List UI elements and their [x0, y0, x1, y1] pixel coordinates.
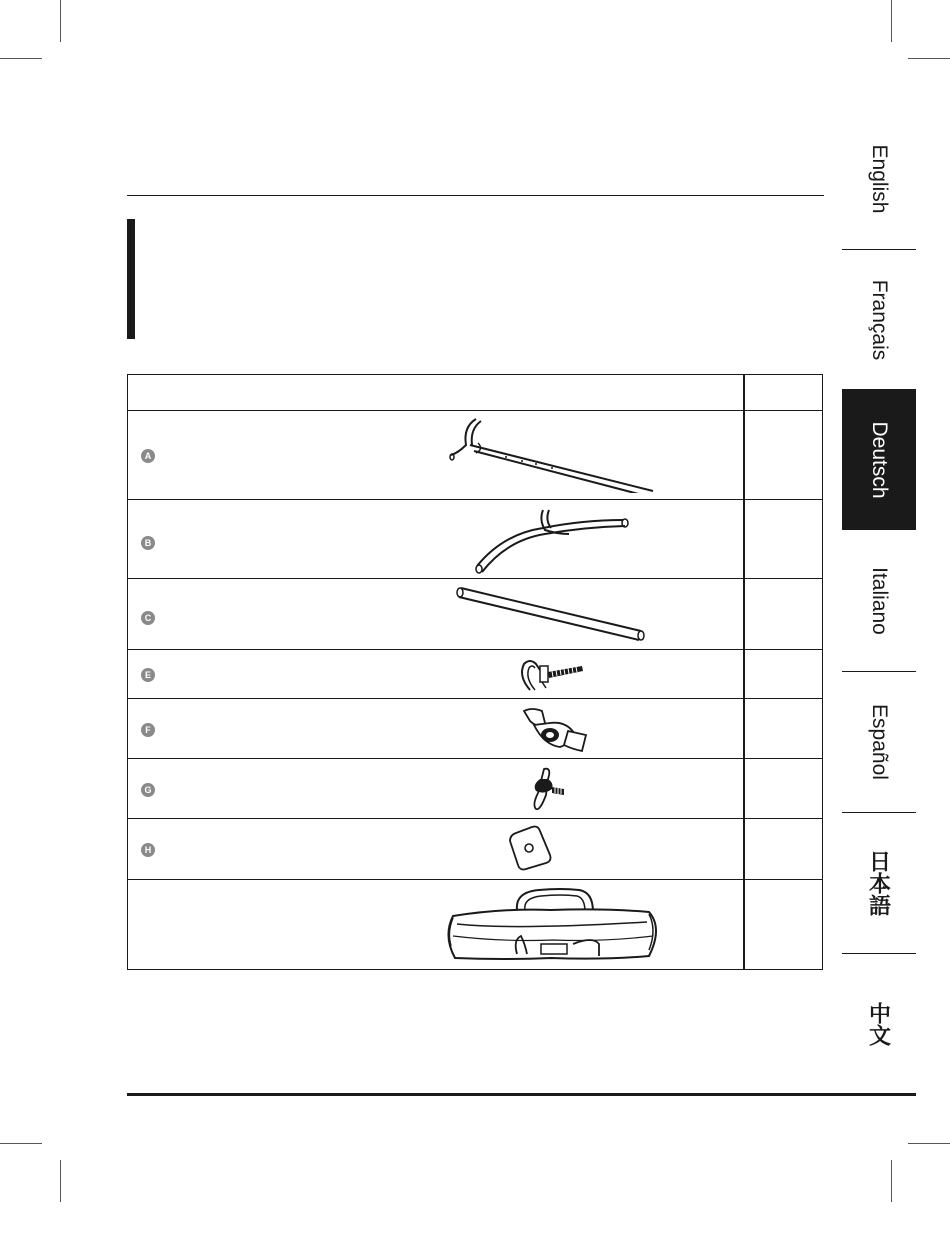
crop-mark — [891, 0, 892, 42]
arc-support-icon — [473, 506, 633, 574]
crop-mark — [60, 0, 61, 42]
table-row — [128, 698, 822, 759]
part-badge: H — [141, 843, 155, 857]
table-header-row — [128, 375, 822, 410]
part-badge: E — [141, 668, 155, 682]
part-badge: C — [141, 611, 155, 625]
tab-espanol[interactable] — [842, 672, 916, 812]
tab-label: Español — [868, 704, 891, 780]
table-row — [128, 410, 822, 500]
square-washer-icon — [506, 825, 556, 873]
tab-deutsch[interactable] — [842, 389, 916, 530]
tab-chinese[interactable] — [842, 954, 916, 1093]
part-badge: A — [141, 449, 155, 463]
tab-italiano[interactable] — [842, 530, 916, 671]
tab-label: English — [868, 144, 891, 213]
crop-mark — [908, 1143, 950, 1144]
table-row — [128, 649, 822, 699]
table-row — [128, 578, 822, 650]
crop-mark — [891, 1160, 892, 1202]
straight-pole-icon — [453, 585, 648, 643]
part-badge: F — [141, 723, 155, 737]
carry-bag-icon — [443, 884, 663, 966]
section-marker-bar — [127, 219, 135, 339]
table-row — [128, 818, 822, 880]
crop-mark — [60, 1160, 61, 1202]
table-row — [128, 879, 822, 972]
top-rule — [127, 195, 824, 196]
part-badge: B — [141, 536, 155, 550]
tab-label: 中文 — [866, 1001, 892, 1046]
wing-nut-icon — [520, 705, 590, 755]
curved-pole-icon — [448, 417, 658, 493]
crop-mark — [0, 1143, 42, 1144]
bottom-rule — [127, 1093, 916, 1096]
table-row — [128, 758, 822, 819]
table-row — [128, 499, 822, 579]
tab-francais[interactable] — [842, 250, 916, 389]
tab-label: Italiano — [868, 566, 891, 635]
part-badge: G — [141, 783, 155, 797]
crop-mark — [0, 58, 42, 59]
tab-label: Deutsch — [868, 420, 891, 499]
thumb-screw-icon — [524, 765, 574, 815]
tab-label: 日本語 — [866, 850, 892, 916]
tab-english[interactable] — [842, 108, 916, 249]
tab-japanese[interactable] — [842, 813, 916, 953]
crop-mark — [908, 58, 950, 59]
tab-label: Français — [868, 279, 891, 360]
parts-table — [127, 374, 823, 970]
hook-bolt-icon — [516, 656, 586, 694]
